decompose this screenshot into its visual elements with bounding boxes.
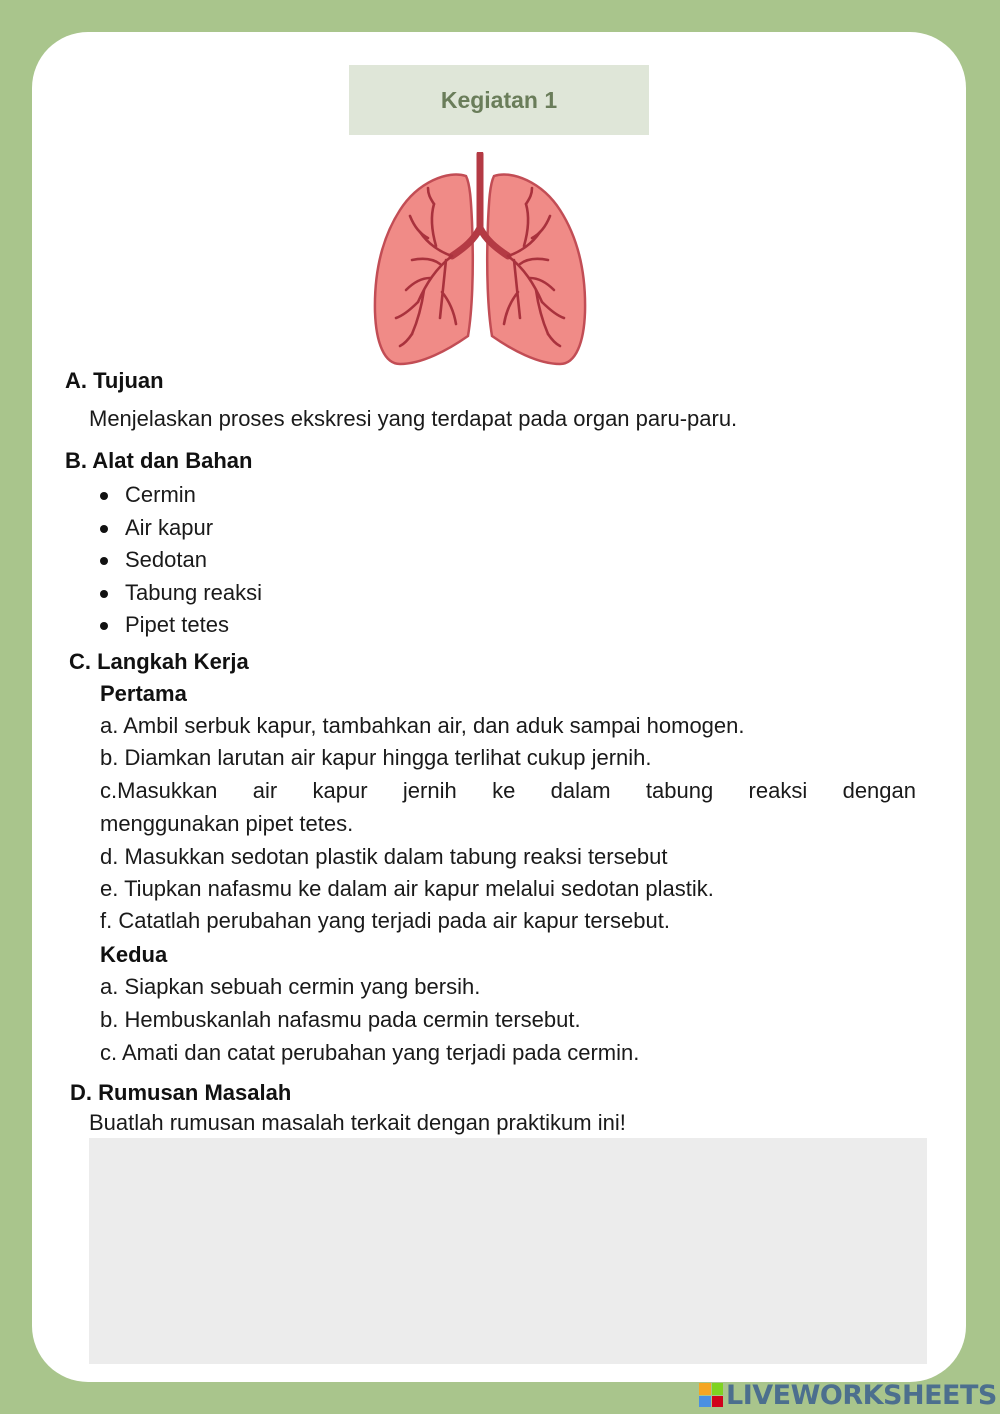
answer-input-box[interactable] (89, 1138, 927, 1364)
pertama-step: menggunakan pipet tetes. (100, 811, 354, 836)
liveworksheets-logo-icon (699, 1383, 723, 1407)
bullet-dot-icon (100, 590, 108, 598)
list-item: Tabung reaksi (100, 577, 262, 610)
tujuan-text: Menjelaskan proses ekskresi yang terdapat pada organ paru-paru. (89, 406, 738, 431)
worksheet-page (32, 32, 966, 1382)
liveworksheets-brand (699, 1379, 997, 1411)
pertama-step: c.Masukkan air kapur jernih ke dalam tabung reaksi dengan (100, 778, 916, 803)
section-rumusan-heading: D. Rumusan Masalah (70, 1080, 292, 1105)
list-item: Sedotan (100, 544, 262, 577)
pertama-step: a. Ambil serbuk kapur, tambahkan air, dan aduk sampai homogen. (100, 713, 745, 738)
kedua-label: Kedua (100, 942, 168, 967)
kedua-step: a. Siapkan sebuah cermin yang bersih. (100, 974, 481, 999)
bullet-dot-icon (100, 622, 108, 630)
list-item: Air kapur (100, 512, 262, 545)
pertama-step: f. Catatlah perubahan yang terjadi pada air kapur tersebut. (100, 908, 670, 933)
kedua-step: b. Hembuskanlah nafasmu pada cermin tersebut. (100, 1007, 581, 1032)
pertama-step: b. Diamkan larutan air kapur hingga terlihat cukup jernih. (100, 745, 652, 770)
alat-list (100, 479, 262, 642)
rumusan-text: Buatlah rumusan masalah terkait dengan praktikum ini! (89, 1110, 626, 1135)
list-item: Pipet tetes (100, 609, 262, 642)
pertama-step: e. Tiupkan nafasmu ke dalam air kapur melalui sedotan plastik. (100, 876, 714, 901)
bullet-dot-icon (100, 557, 108, 565)
lungs-icon (370, 152, 590, 367)
page-title: Kegiatan 1 (440, 86, 558, 113)
pertama-step: d. Masukkan sedotan plastik dalam tabung reaksi tersebut (100, 844, 668, 869)
section-alat-heading: B. Alat dan Bahan (65, 448, 253, 473)
bullet-dot-icon (100, 492, 108, 500)
brand-text: LIVEWORKSHEETS (726, 1379, 997, 1411)
pertama-label: Pertama (100, 681, 187, 706)
list-item: Cermin (100, 479, 262, 512)
title-box (349, 65, 649, 135)
kedua-step: c. Amati dan catat perubahan yang terjadi pada cermin. (100, 1040, 640, 1065)
section-langkah-heading: C. Langkah Kerja (69, 649, 249, 674)
section-tujuan-heading: A. Tujuan (65, 368, 164, 393)
bullet-dot-icon (100, 525, 108, 533)
